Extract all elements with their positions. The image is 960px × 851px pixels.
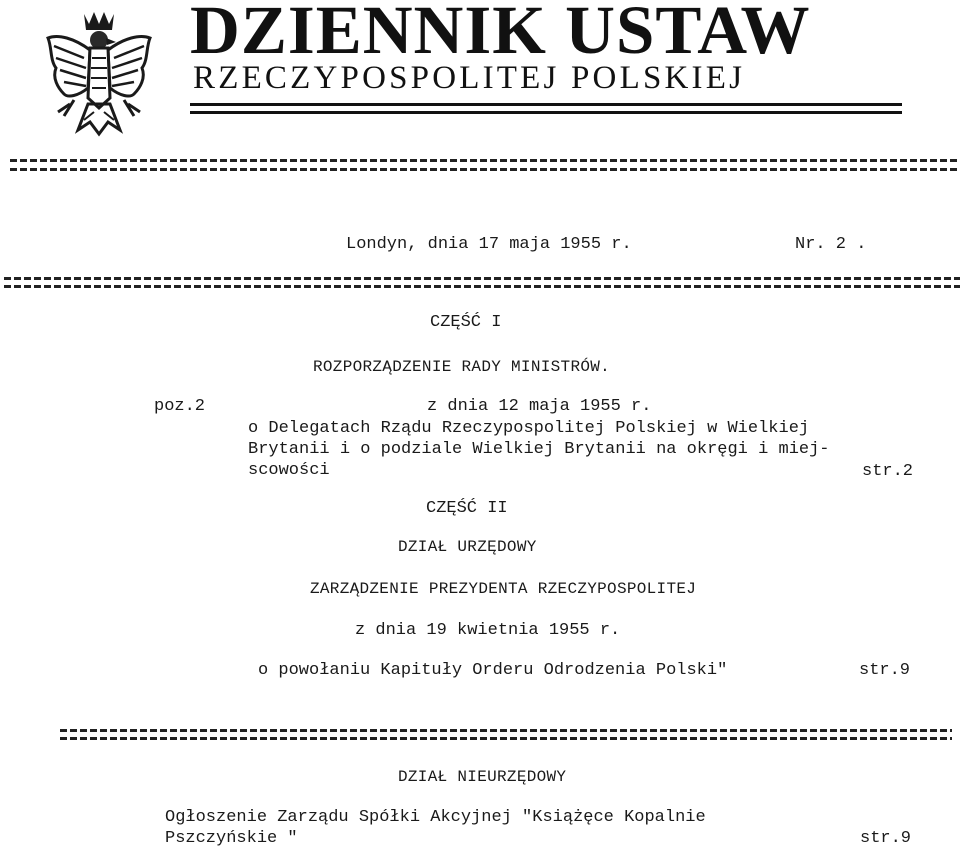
part-two-subject: o powołaniu Kapituły Orderu Odrodzenia Polski": [258, 661, 728, 680]
issue-number: Nr. 2 .: [795, 235, 867, 254]
masthead-rule-top: [190, 103, 902, 106]
part-one-subject-line1: o Delegatach Rządu Rzeczypospolitej Polskiej w Wielkiej: [248, 419, 810, 438]
part-one-subject-line3: scowości: [248, 461, 330, 480]
part-one-subject-line2: Brytanii i o podziale Wielkiej Brytanii na okręgi i miej-: [248, 440, 830, 459]
part-one-position: poz.2: [154, 397, 206, 416]
part-two-section: DZIAŁ URZĘDOWY: [398, 538, 537, 556]
masthead-subtitle: RZECZYPOSPOLITEJ POLSKIEJ: [193, 60, 746, 96]
issue-place-date: Londyn, dnia 17 maja 1955 r.: [346, 235, 632, 254]
polish-eagle-icon: [44, 8, 154, 138]
part-one-heading: CZĘŚĆ I: [430, 313, 502, 332]
part-one-section: ROZPORZĄDZENIE RADY MINISTRÓW.: [313, 358, 611, 376]
masthead-rule-bottom: [190, 111, 902, 114]
section-divider-2: [60, 737, 952, 740]
part-two-order-title: ZARZĄDZENIE PREZYDENTA RZECZYPOSPOLITEJ: [310, 580, 697, 598]
part-three-notice-line1: Ogłoszenie Zarządu Spółki Akcyjnej "Książęce Kopalnie: [165, 808, 706, 827]
part-two-date: z dnia 19 kwietnia 1955 r.: [355, 621, 621, 640]
issue-divider-2: [4, 285, 960, 288]
masthead-title: DZIENNIK USTAW: [190, 0, 811, 68]
header-divider-2: [10, 168, 960, 171]
issue-divider-1: [4, 277, 960, 280]
part-two-heading: CZĘŚĆ II: [426, 499, 508, 518]
part-three-section: DZIAŁ NIEURZĘDOWY: [398, 768, 567, 786]
part-three-page-ref: str.9: [860, 829, 912, 848]
part-one-page-ref: str.2: [862, 462, 914, 481]
part-three-notice-line2: Pszczyńskie ": [165, 829, 298, 848]
part-one-date: z dnia 12 maja 1955 r.: [427, 397, 652, 416]
part-two-page-ref: str.9: [859, 661, 911, 680]
section-divider-1: [60, 729, 952, 732]
header-divider-1: [10, 159, 960, 162]
